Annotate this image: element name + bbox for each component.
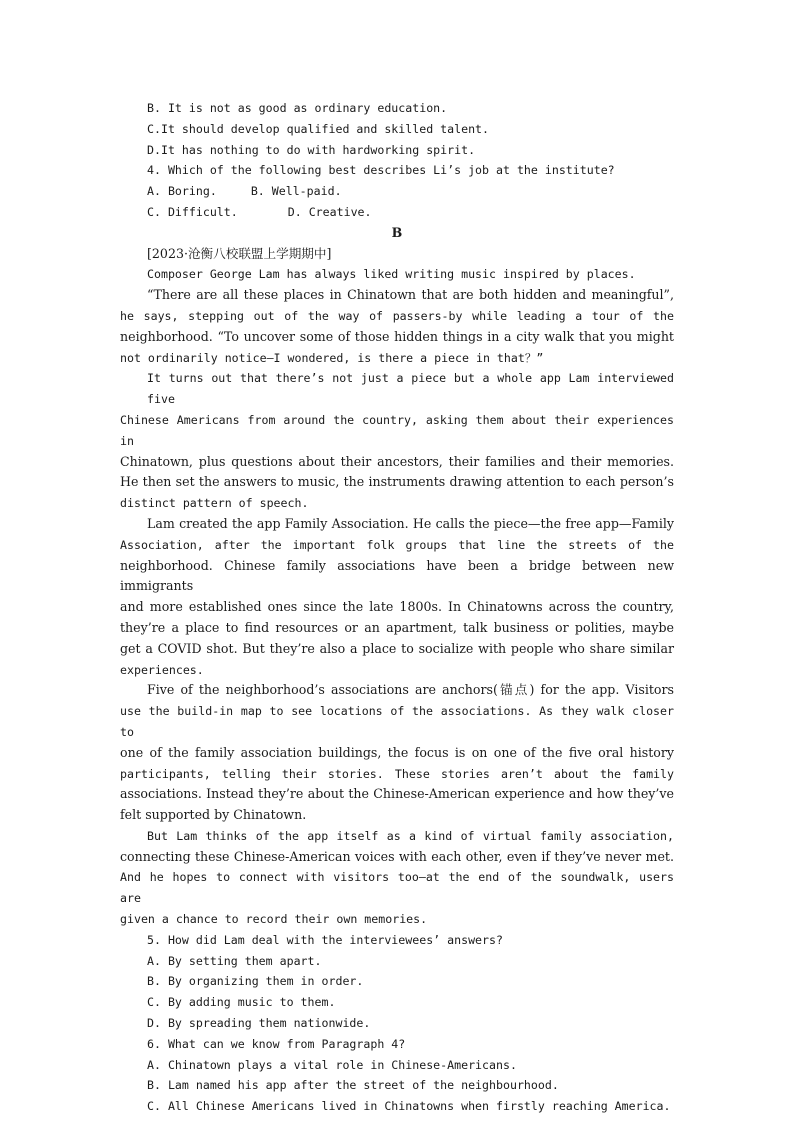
q6-option-c: C. All Chinese Americans lived in Chinatowns when firstly reaching America. — [147, 1099, 671, 1114]
q6-option-b: B. Lam named his app after the street of the neighbourhood. — [147, 1078, 559, 1093]
q3-option-b: B. It is not as good as ordinary education. — [147, 101, 448, 115]
paragraph-2: “There are all these places in Chinatown that are both hidden and meaningful”, he says, stepping out of the way of passers-by while leading a tour of the neighborhood. “To uncover some of those hidden things in a city walk that you might not ordinarily notice—I wondered, is there a piece in that？” — [120, 287, 674, 365]
question-5 — [120, 930, 674, 1034]
paragraph-5: Five of the neighborhood’s associations are anchors(锚点) for the app. Visitors use the build-in map to see locations of the associations. As they walk closer to one of the family association buildings, the focus is on one of the five oral history participants, telling their stories. These stories aren’t about the family associations. Instead they’re about the Chinese-American experience and how they’ve felt supported by Chinatown. — [120, 682, 674, 823]
q4-options-row-1 — [120, 181, 674, 202]
paragraph-4: Lam created the app Family Association. He calls the piece—the free app—Family Association, after the important folk groups that line the streets of the neighborhood. Chinese family associations have been a bridge between new immigrants and more established ones since the late 1800s. In Chinatowns across the country, they’re a place to find resources or an apartment, talk business or polities, maybe get a COVID shot. But they’re also a place to socialize with people who share similar experiences. — [120, 515, 674, 677]
q5-option-b: B. By organizing them in order. — [147, 974, 364, 989]
q4-stem: 4. Which of the following best describes Li’s job at the institute? — [147, 163, 615, 178]
paragraph-1: Composer George Lam has always liked writing music inspired by places. — [147, 267, 636, 282]
paragraph-3: It turns out that there’s not just a piece but a whole app Lam interviewed five Chinese Americans from around the country, asking them about their experiences in Chinatown, plus questions about their ancestors, their families and their memories. He then set the answers to music, the instruments drawing attention to each person’s distinct pattern of speech. — [120, 371, 674, 511]
question-6 — [120, 1034, 674, 1117]
q4-option-a: A. Boring. — [147, 184, 217, 199]
q3-option-c: C.It should develop qualified and skilled talent. — [147, 121, 490, 136]
text-column — [120, 98, 674, 1117]
q6-stem: 6. What can we know from Paragraph 4? — [147, 1036, 406, 1051]
q5-option-d: D. By spreading them nationwide. — [147, 1016, 371, 1031]
paragraph-6: But Lam thinks of the app itself as a kind of virtual family association, connecting these Chinese-American voices with each other, even if they’ve never met. And he hopes to connect with visitors too—at the end of the soundwalk, users are given a chance to record their own memories. — [120, 828, 674, 927]
q3-options — [120, 98, 674, 160]
q4-option-b: B. Well-paid. — [250, 184, 342, 199]
q5-stem: 5. How did Lam deal with the interviewees’ answers? — [147, 932, 503, 947]
source-tag: [2023·沧衡八校联盟上学期期中] — [147, 245, 332, 261]
q3-option-d: D.It has nothing to do with hardworking spirit. — [147, 142, 476, 157]
q4-option-c: C. Difficult. — [147, 204, 238, 219]
question-4 — [120, 160, 674, 222]
q5-option-a: A. By setting them apart. — [147, 953, 322, 968]
q6-option-a: A. Chinatown plays a vital role in Chinese-Americans. — [147, 1057, 517, 1072]
q4-option-d: D. Creative. — [287, 204, 372, 219]
section-heading: B — [391, 224, 403, 240]
q4-options-row-2 — [120, 202, 674, 223]
q5-option-c: C. By adding music to them. — [147, 995, 336, 1010]
